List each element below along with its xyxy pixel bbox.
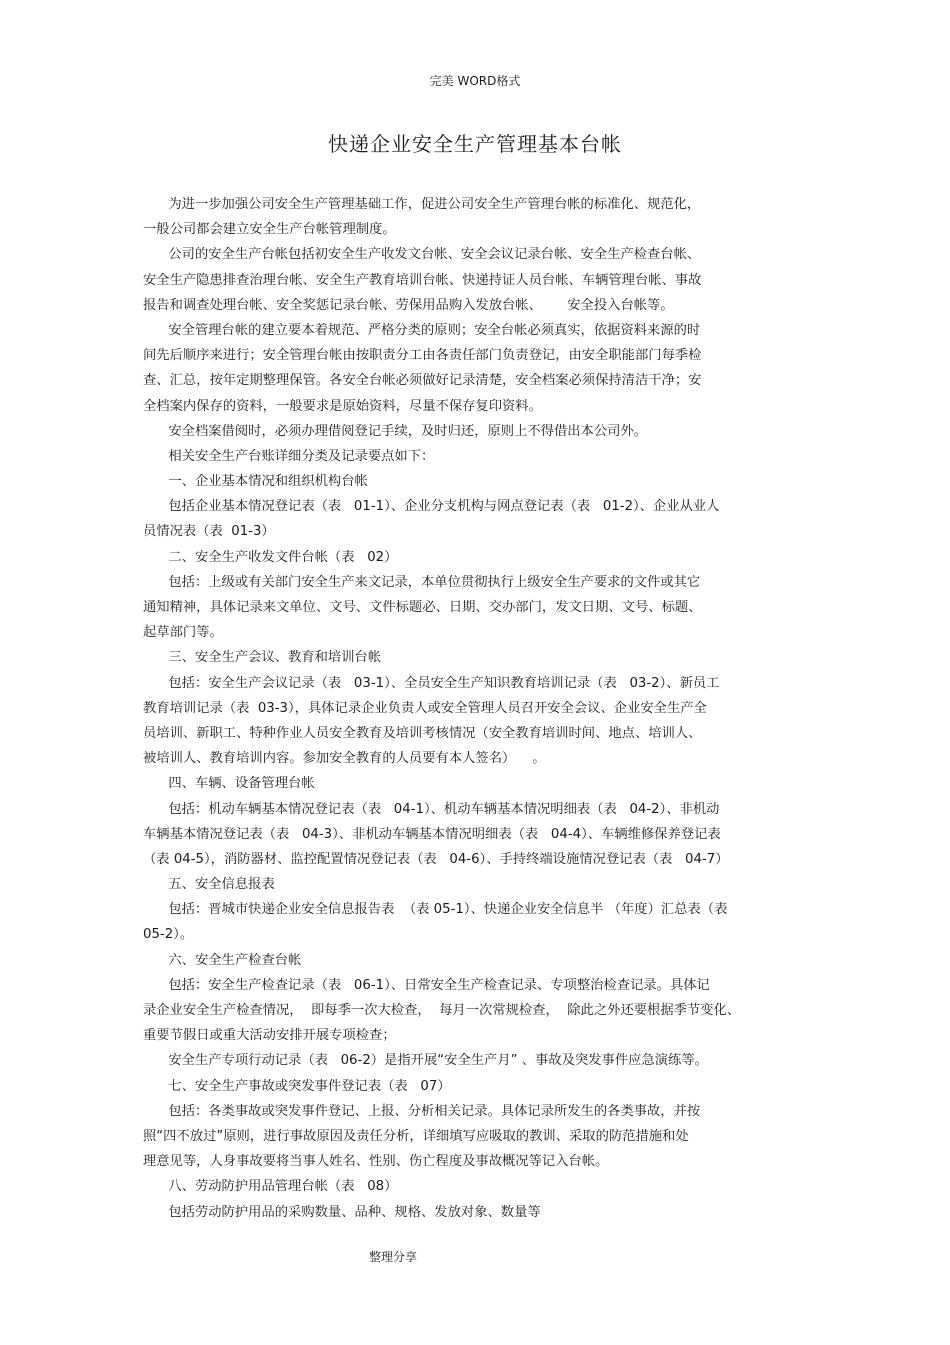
text-line: 七、安全生产事故或突发事件登记表（表 07） — [143, 1078, 451, 1094]
text-line: 起草部门等。 — [143, 625, 223, 641]
text-line: 全档案内保存的资料，一般要求是原始资料，尽量不保存复印资料。 — [143, 398, 542, 414]
text-line: 四、车辆、设备管理台帐 — [143, 776, 315, 792]
text-line: 通知精神，具体记录来文单位、文号、文件标题必、日期、交办部门，发文日期、文号、标题、 — [143, 600, 702, 615]
text-line: 查、汇总，按年定期整理保管。各安全台帐必须做好记录清楚，安全档案必须保持清洁干净；安 — [143, 373, 702, 389]
text-line: 安全档案借阅时，必须办理借阅登记手续，及时归还，原则上不得借出本公司外。 — [143, 423, 648, 439]
text-line: 安全管理台帐的建立要本着规范、严格分类的原则；安全台帐必须真实，依据资料来源的时 — [143, 322, 701, 338]
text-line: （表 04-5），消防器材、监控配置情况登记表（表 04-6）、手持终端设施情况登记表（表 04-7） — [143, 851, 729, 867]
text-line: 六、安全生产检查台帐 — [143, 952, 302, 968]
text-line: 教育培训记录（表 03-3），具体记录企业负责人或安全管理人员召开安全会议、企业安全生产全 — [143, 700, 707, 716]
text-line: 间先后顺序来进行；安全管理台帐由按职责分工由各责任部门负责登记，由安全职能部门每季检 — [143, 348, 702, 364]
text-line: 包括：上级或有关部门安全生产来文记录，本单位贯彻执行上级安全生产要求的文件或其它 — [143, 574, 701, 590]
text-line: 二、安全生产收发文件台帐（表 02） — [143, 549, 398, 565]
text-line: 公司的安全生产台帐包括初安全生产收发文台帐、安全会议记录台帐、安全生产检查台帐、 — [143, 247, 701, 263]
document-title: 快递企业安全生产管理基本台帐 — [328, 132, 622, 156]
text-line: 包括：晋城市快递企业安全信息报告表 （表 05-1）、快递企业安全信息半 （年度）汇总表（表 — [143, 902, 728, 918]
text-line: 一般公司都会建立安全生产台帐管理制度。 — [143, 222, 396, 238]
text-line: 员培训、新职工、特种作业人员安全教育及培训考核情况（安全教育培训时间、地点、培训人、 — [143, 725, 702, 741]
page-footer: 整理分享 — [368, 1250, 417, 1264]
text-line: 包括：机动车辆基本情况登记表（表 04-1）、机动车辆基本情况明细表（表 04-2）、非机动 — [143, 801, 720, 817]
text-line: 三、安全生产会议、教育和培训台帐 — [143, 650, 382, 666]
text-line: 报告和调查处理台帐、安全奖惩记录台帐、劳保用品购入发放台帐、 安全投入台帐等。 — [143, 297, 674, 313]
text-line: 包括：安全生产检查记录（表 06-1）、日常安全生产检查记录、专项整治检查记录。具体记 — [143, 977, 710, 993]
text-line: 八、劳动防护用品管理台帐（表 08） — [143, 1179, 398, 1195]
text-line: 被培训人、教育培训内容。参加安全教育的人员要有本人签名） 。 — [143, 751, 546, 767]
text-line: 包括：各类事故或突发事件登记、上报、分析相关记录。具体记录所发生的各类事故，并按 — [143, 1103, 701, 1119]
document-body — [143, 192, 808, 1225]
text-line: 安全生产隐患排查治理台帐、安全生产教育培训台帐、快递持证人员台帐、车辆管理台帐、事故 — [143, 272, 702, 288]
text-line: 五、安全信息报表 — [143, 877, 275, 893]
text-line: 照“四不放过”原则，进行事故原因及责任分析，详细填写应吸取的教训、采取的防范措施和处 — [143, 1128, 689, 1144]
text-line: 为进一步加强公司安全生产管理基础工作，促进公司安全生产管理台帐的标准化、规范化， — [143, 197, 701, 212]
text-line: 重要节假日或重大活动安排开展专项检查； — [143, 1028, 396, 1044]
text-line: 相关安全生产台账详细分类及记录要点如下： — [143, 448, 435, 464]
text-line: 员情况表（表 01-3） — [143, 524, 275, 540]
text-line: 包括劳动防护用品的采购数量、品种、规格、发放对象、数量等 — [143, 1204, 541, 1220]
page-header: 完美 WORD格式 — [429, 74, 521, 88]
text-line: 包括企业基本情况登记表（表 01-1）、企业分支机构与网点登记表（表 01-2）、企业从业人 — [143, 499, 720, 515]
text-line: 05-2）。 — [143, 927, 194, 943]
text-line: 一、企业基本情况和组织机构台帐 — [143, 474, 368, 490]
text-line: 安全生产专项行动记录（表 06-2）是指开展“安全生产月” 、事故及突发事件应急演练等。 — [143, 1053, 708, 1069]
text-line: 录企业安全生产检查情况， 即每季一次大检查， 每月一次常规检查， 除此之外还要根据季节变化、 — [143, 1003, 741, 1018]
text-line: 理意见等，人身事故要将当事人姓名、性别、伤亡程度及事故概况等记入台帐。 — [143, 1154, 609, 1170]
text-line: 车辆基本情况登记表（表 04-3）、非机动车辆基本情况明细表（表 04-4）、车辆维修保养登记表 — [143, 826, 721, 842]
text-line: 包括：安全生产会议记录（表 03-1）、全员安全生产知识教育培训记录（表 03-2）、新员工 — [143, 675, 720, 691]
